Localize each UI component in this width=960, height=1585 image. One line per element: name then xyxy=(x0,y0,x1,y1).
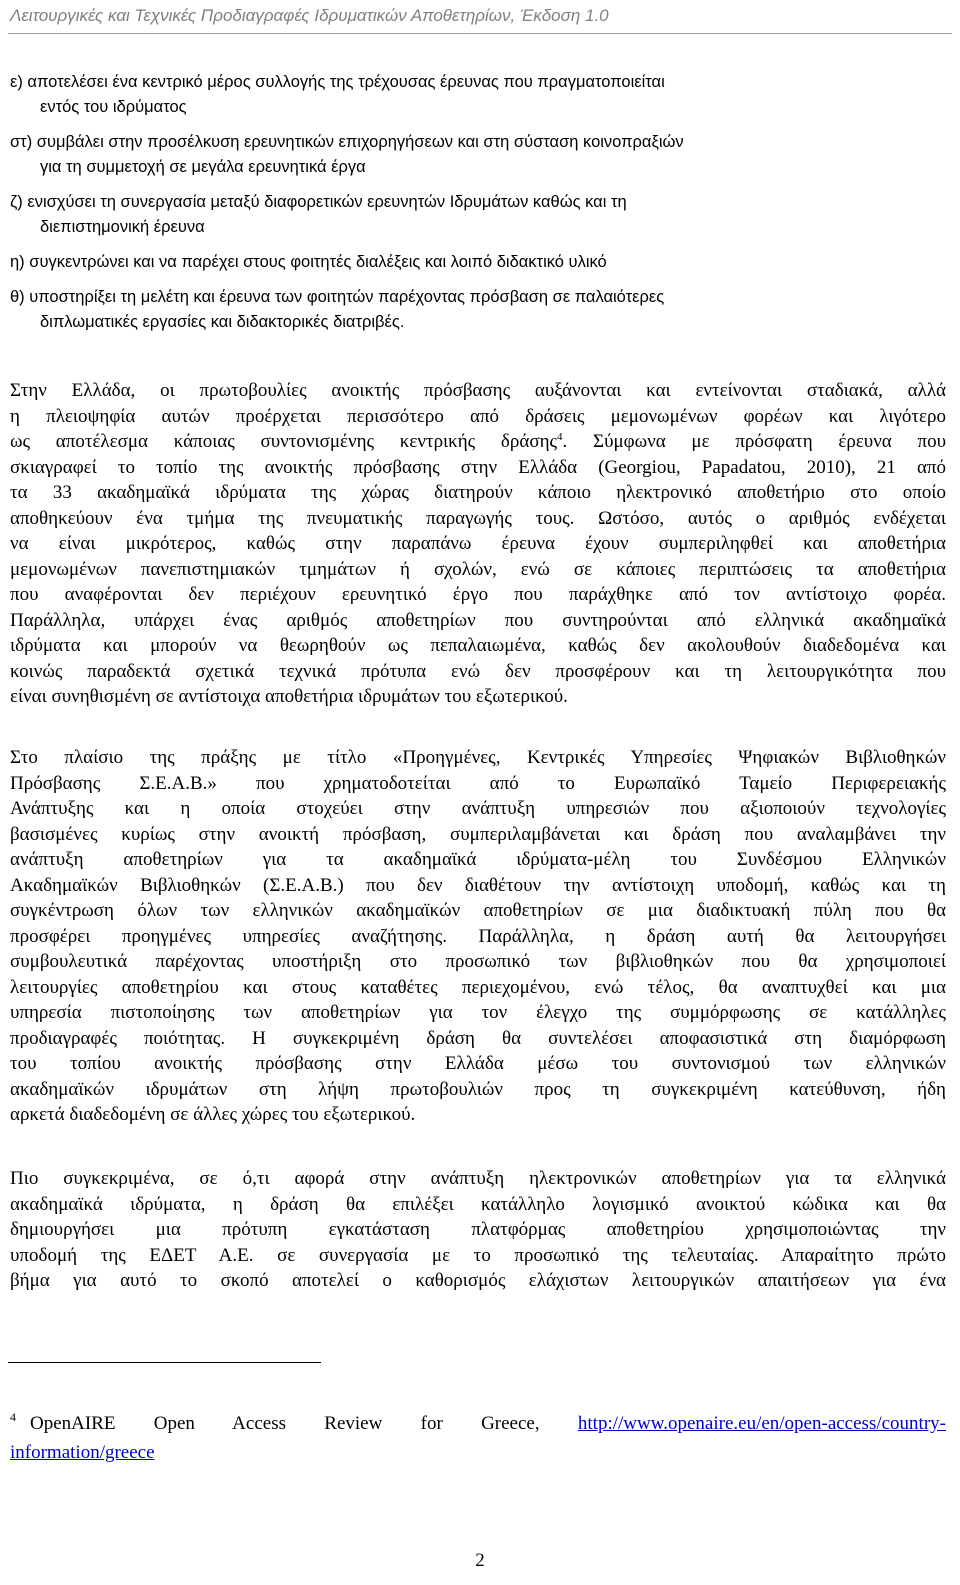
list-item-text: η) συγκεντρώνει και να παρέχει στους φοιτητές διαλέξεις και λοιπό διδακτικό υλικό xyxy=(10,253,607,271)
footnote-text: OpenAIRE Open Access Review for Greece, xyxy=(30,1413,540,1434)
text-line: βασισμένες κυρίως στην ανοικτή πρόσβαση, συμπεριλαμβάνεται και δράση που αναλαμβάνει την xyxy=(10,823,946,845)
text-line: ιδρύματα και μπορούν να θεωρηθούν ως πεπαλαιωμένα, καθώς δεν ακολουθούν διαδεδομένα και xyxy=(10,635,946,656)
text-line: προσφέρει προηγμένες υπηρεσίες αναζήτησης. Παράλληλα, η δράση αυτή θα λειτουργήσει xyxy=(10,925,946,947)
text-line: ακαδημαϊκά ιδρύματα, η δράση θα επιλέξει κατάλληλο λογισμικό ανοικτού κώδικα και θα xyxy=(10,1193,946,1215)
running-header: Λειτουργικές και Τεχνικές Προδιαγραφές Ιδρυματικών Αποθετηρίων, Έκδοση 1.0 xyxy=(10,6,609,25)
text-line: κοινώς παραδεκτά σχετικά τεχνικά πρότυπα ενώ δεν προσφέρουν και τη λειτουργικότητα που xyxy=(10,660,946,682)
text-line: συγκέντρωση όλων των ελληνικών ακαδημαϊκών αποθετηρίων σε μια διαδικτυακή πύλη που θα xyxy=(10,900,946,921)
text-line: υποδομή της ΕΔΕΤ Α.Ε. σε συνεργασία με το προσωπικό της τελευταίας. Απαραίτητο πρώτο xyxy=(10,1244,946,1266)
objectives-list xyxy=(10,70,946,335)
list-item xyxy=(10,250,946,275)
text-line: σκιαγραφεί το τοπίο της ανοικτής πρόσβασης στην Ελλάδα (Georgiou, Papadatou, 2010), 21 από xyxy=(10,456,946,478)
text-line: ως αποτέλεσμα κάποιας συντονισμένης κεντρικής δράσης$^4$. Σύμφωνα με πρόσφατη έρευνα που xyxy=(10,431,946,452)
footnote-line xyxy=(10,1439,946,1466)
text-line: τα 33 ακαδημαϊκά ιδρύματα της χώρας διατηρούν κάποιο ηλεκτρονικό αποθετήριο στο οποίο xyxy=(10,482,946,503)
text-line: η πλειοψηφία αυτών προέρχεται περισσότερο από δράσεις μεμονωμένων φορέων και λιγότερο xyxy=(10,405,946,427)
list-item xyxy=(10,70,946,120)
text-line: του τοπίου ανοικτής πρόσβασης στην Ελλάδα μέσω του συντονισμού των ελληνικών xyxy=(10,1053,946,1074)
list-item-text: ε) αποτελέσει ένα κεντρικό μέρος συλλογής της τρέχουσας έρευνας που πραγματοποιείται xyxy=(10,73,665,91)
text-line: Στην Ελλάδα, οι πρωτοβουλίες ανοικτής πρόσβασης αυξάνονται και εντείνονται σταδιακά, αλλά xyxy=(10,380,946,401)
list-item-continuation: εντός του ιδρύματος xyxy=(40,98,187,116)
list-item xyxy=(10,190,946,240)
text-line: ανάπτυξη αποθετηρίων για τα ακαδημαϊκά ιδρύματα-μέλη του Συνδέσμου Ελληνικών xyxy=(10,849,946,870)
text-line: μεμονωμένων πανεπιστημιακών τμημάτων ή σχολών, ενώ σε κάποιες περιπτώσεις τα αποθετήρια xyxy=(10,558,946,580)
list-item-continuation: διεπιστημονική έρευνα xyxy=(40,218,205,236)
footnote-number: 4 xyxy=(10,1410,16,1424)
text-line: λειτουργίες αποθετηρίου και στους καταθέτες περιεχομένου, ενώ τέλος, θα αναπτυχθεί και μια xyxy=(10,976,946,998)
header-divider xyxy=(8,33,952,34)
footnote-link[interactable]: http://www.openaire.eu/en/open-access/country- xyxy=(577,1413,946,1434)
page-number: 2 xyxy=(475,1550,485,1571)
list-item xyxy=(10,130,946,180)
footnote-ref: 4 xyxy=(557,431,563,443)
text-line: Παράλληλα, υπάρχει ένας αριθμός αποθετηρίων που συντηρούνται από ελληνικά ακαδημαϊκά xyxy=(10,609,946,631)
text-line: αρκετά διαδεδομένη σε άλλες χώρες του εξωτερικού. xyxy=(10,1104,416,1125)
text-line: που αναφέρονται δεν περιέχουν ερευνητικό έργο που παράχθηκε από τον αντίστοιχο φορέα. xyxy=(10,584,946,605)
text-line: Ανάπτυξης και η οποία στοχεύει στην ανάπτυξη υπηρεσιών που αξιοποιούν τεχνολογίες xyxy=(10,798,946,819)
text-line: προδιαγραφές ποιότητας. Η συγκεκριμένη δράση θα συντελέσει αποφασιστικά στη διαμόρφωση xyxy=(10,1027,946,1049)
list-item-continuation: διπλωματικές εργασίες και διδακτορικές διατριβές. xyxy=(40,313,405,331)
text-line: Πιο συγκεκριμένα, σε ό,τι αφορά στην ανάπτυξη ηλεκτρονικών αποθετηρίων για τα ελληνικά xyxy=(10,1168,946,1189)
text-line: Στο πλαίσιο της πράξης με τίτλο «Προηγμένες, Κεντρικές Υπηρεσίες Ψηφιακών Βιβλιοθηκών xyxy=(10,747,946,768)
list-item xyxy=(10,285,946,335)
text-line: βήμα για αυτό το σκοπό αποτελεί ο καθορισμός ελάχιστων λειτουργικών απαιτήσεων για ένα xyxy=(10,1270,946,1291)
paragraph-greece xyxy=(10,378,946,710)
paragraph-specific xyxy=(10,1166,946,1294)
text-line: δημιουργήσει μια πρότυπη εγκατάσταση πλατφόρμας αποθετηρίου χρησιμοποιώντας την xyxy=(10,1219,946,1240)
footnote-line xyxy=(10,1410,946,1439)
footnote xyxy=(10,1410,946,1466)
footnote-link-continuation[interactable]: information/greece xyxy=(10,1442,155,1463)
list-item-text: στ) συμβάλει στην προσέλκυση ερευνητικών επιχορηγήσεων και στη σύσταση κοινοπραξιών xyxy=(10,133,684,151)
list-item-continuation: για τη συμμετοχή σε μεγάλα ερευνητικά έργα xyxy=(40,158,366,176)
text-line: ακαδημαϊκών ιδρυμάτων στη λήψη πρωτοβουλιών προς τη συγκεκριμένη κατεύθυνση, ήδη xyxy=(10,1078,946,1100)
text-line: υπηρεσία πιστοποίησης των αποθετηρίων για τον έλεγχο της συμμόρφωσης σε κατάλληλες xyxy=(10,1002,946,1023)
paragraph-seab xyxy=(10,745,946,1128)
text-line: να είναι μικρότερος, καθώς στην παραπάνω έρευνα έχουν συμπεριληφθεί και αποθετήρια xyxy=(10,533,946,554)
list-item-text: ζ) ενισχύσει τη συνεργασία μεταξύ διαφορετικών ερευνητών Ιδρυμάτων καθώς και τη xyxy=(10,193,627,211)
text-line: Πρόσβασης Σ.Ε.Α.Β.» που χρηματοδοτείται από το Ευρωπαϊκό Ταμείο Περιφερειακής xyxy=(10,772,946,794)
text-line: αποθηκεύουν ένα τμήμα της πνευματικής παραγωγής τους. Ωστόσο, αυτός ο αριθμός ενδέχεται xyxy=(10,507,946,529)
footnote-separator xyxy=(8,1362,321,1363)
list-item-text: θ) υποστηρίξει τη μελέτη και έρευνα των φοιτητών παρέχοντας πρόσβαση σε παλαιότερες xyxy=(10,288,665,306)
text-line: συμβουλευτικά παρέχοντας υποστήριξη στο προσωπικό των βιβλιοθηκών που θα χρησιμοποιεί xyxy=(10,951,946,972)
text-line: Ακαδημαϊκών Βιβλιοθηκών (Σ.Ε.Α.Β.) που δεν διαθέτουν την αντίστοιχη υποδομή, καθώς και τη xyxy=(10,874,946,896)
text-line: είναι συνηθισμένη σε αντίστοιχα αποθετήρια ιδρυμάτων του εξωτερικού. xyxy=(10,686,568,707)
